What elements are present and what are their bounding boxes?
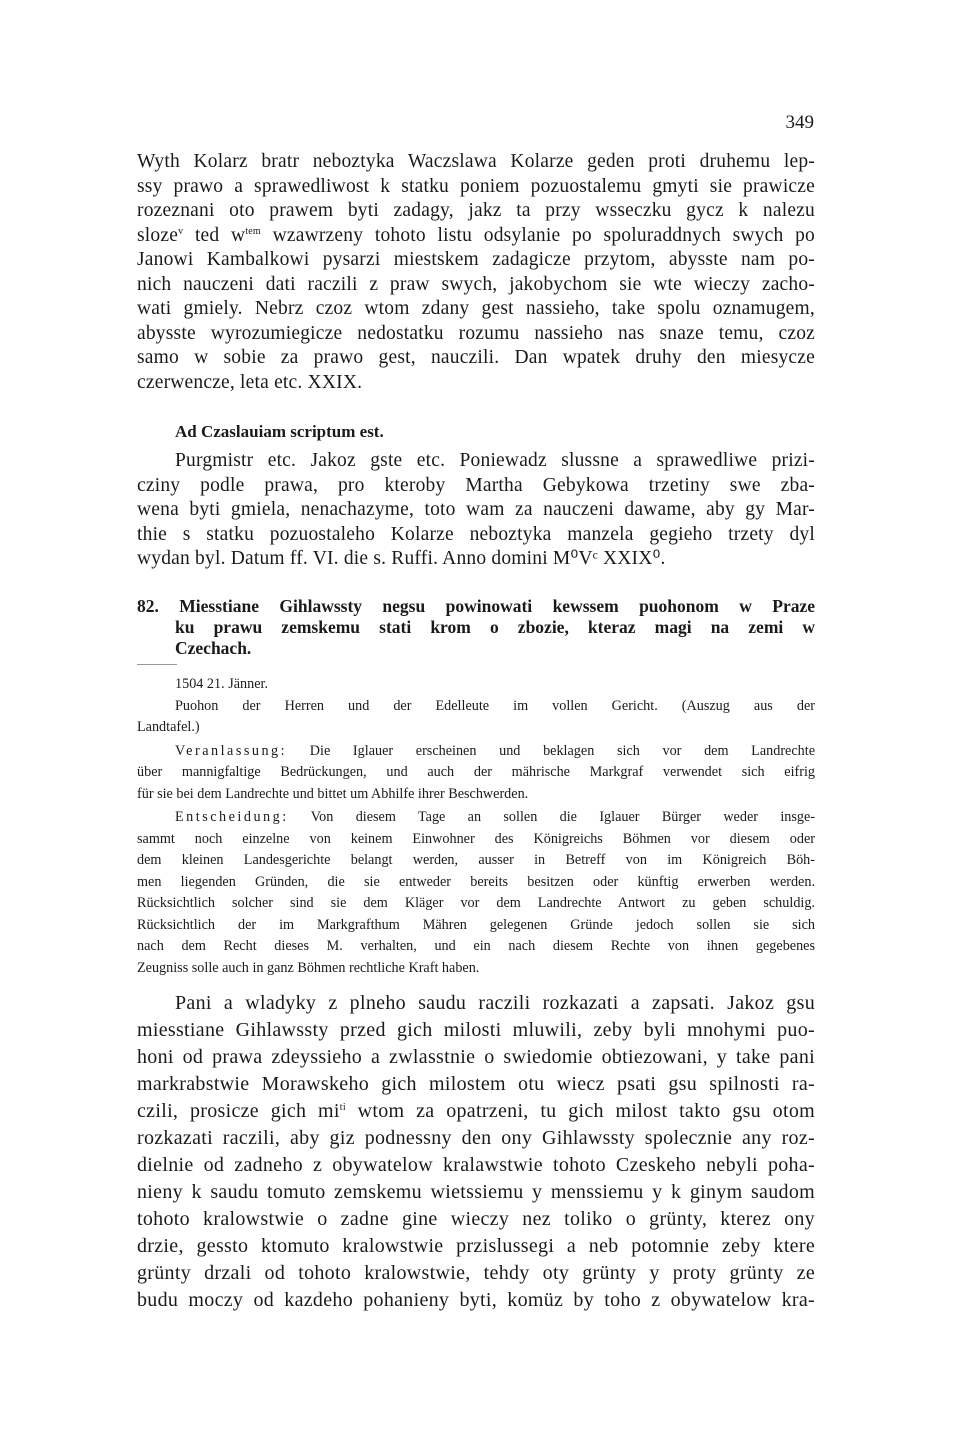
entry-82-title bbox=[137, 596, 815, 659]
text-line: wena byti gmiela, nenachazyme, toto wam za nauczeni dawame, aby gy Mar- bbox=[137, 499, 815, 520]
superscript: v bbox=[178, 225, 184, 237]
paragraph-1 bbox=[137, 150, 815, 395]
text-line: dielnie od zadneho z obywatelow kralawstwie tohoto Czeskeho nebyli poha- bbox=[137, 1154, 815, 1176]
heading-ad-block bbox=[137, 420, 815, 444]
text-line: cziny podle prawa, pro kteroby Martha Gebykowa trzetiny swe zba- bbox=[137, 474, 815, 496]
veranlassung-line: Veranlassung: Die Iglauer erscheinen und beklagen sich vor dem Landrechte bbox=[175, 742, 815, 759]
text-line: Janowi Kambalkowi pysarzi miestskem zadagicze przytom, abysste nam po- bbox=[137, 249, 815, 270]
text-line: abysste wyrozumiegicze nedostatku rozumu nassieho nas snaze temu, czoz bbox=[137, 322, 815, 344]
text-line: wydan byl. Datum ff. VI. die s. Ruffi. Anno domini M⁰Vᶜ XXIX⁰. bbox=[137, 548, 666, 569]
text-line: nich nauczeni dati raczili z praw swych, jakobychom sie wte wieczy zacho- bbox=[137, 273, 815, 295]
text-line: rozkazati raczili, aby giz podnessny den ony Gihlawssty spolecznie any roz- bbox=[137, 1127, 815, 1149]
title-line: 82. Miesstiane Gihlawssty negsu powinowati kewssem puohonom w Praze bbox=[137, 596, 815, 616]
superscript: tem bbox=[245, 225, 261, 237]
page-number: 349 bbox=[785, 112, 814, 133]
entry-number: 82. bbox=[137, 596, 159, 616]
entscheidung-line: nach dem Recht dieses M. verhalten, und ein nach diesem Rechte von ihnen gegebenes bbox=[137, 938, 815, 954]
veranlassung-line: für sie bei dem Landrechte und bittet um Abhilfe ihrer Beschwerden. bbox=[137, 785, 529, 802]
entscheidung-line: Rücksichtlich der im Markgrafthum Mähren gelegenen Gründe jedoch sollen sie sich bbox=[137, 916, 815, 933]
text-line: miesstiane Gihlawssty przed gich milosti mluwili, zeby byli mnohymi puo- bbox=[137, 1019, 815, 1041]
text-line: czerwencze, leta etc. XXIX. bbox=[137, 371, 363, 393]
text-line: budu moczy od kazdeho pohanieny byti, komüz by toho z obywatelow kra- bbox=[137, 1289, 815, 1311]
text-line: wati gmiely. Nebrz czoz wtom zdany gest nassieho, take spolu oznamugem, bbox=[137, 298, 815, 319]
text-line: ssy prawo a sprawedliwost k statku poniem pozuostalemu gmyti sie prawicze bbox=[137, 175, 815, 197]
text-line: grünty drzali od tohoto kralowstwie, tehdy oty grünty y proty grünty ze bbox=[137, 1262, 815, 1284]
text-line: Purgmistr etc. Jakoz gste etc. Poniewadz slussne a sprawedliwe prizi- bbox=[175, 450, 815, 471]
title-line: ku prawu zemskemu stati krom o zbozie, kteraz magi na zemi w bbox=[175, 617, 815, 637]
text-line: honi od prawa zdeyssieho a zwlasstnie o swiedomie obtiezowani, y take pani bbox=[137, 1046, 815, 1068]
text-line: Pani a wladyky z plneho saudu raczili rozkazati a zapsati. Jakoz gsu bbox=[175, 992, 815, 1014]
veranlassung-label: Veranlassung: bbox=[175, 742, 288, 759]
source-line: Puohon der Herren und der Edelleute im vollen Gericht. (Auszug aus der bbox=[175, 697, 815, 714]
entscheidung-label: Entscheidung: bbox=[175, 809, 289, 825]
entscheidung-line: Rücksichtlich solcher sind sie dem Kläger vor dem Landrechte Antwort zu geben schuldig. bbox=[137, 895, 815, 911]
paragraph-2 bbox=[137, 449, 815, 572]
paragraph-3 bbox=[137, 990, 815, 1314]
veranlassung-line: über mannigfaltige Bedrückungen, und auch der mährische Markgraf verwendet sich eifrig bbox=[137, 764, 815, 780]
text-line: Wyth Kolarz bratr neboztyka Waczslawa Kolarze geden proti druhemu lep- bbox=[137, 151, 815, 172]
section-heading: Ad Czaslauiam scriptum est. bbox=[175, 422, 384, 441]
entscheidung-line: Entscheidung: Von diesem Tage an sollen die Iglauer Bürger weder insge- bbox=[175, 809, 815, 825]
entscheidung-line: dem kleinen Landesgerichte belangt werden, ausser in Betreff von im Königreich Böh- bbox=[137, 852, 815, 868]
text-line: nieny k saudu tomuto zemskemu wietssiemu y menssiemu y k ginym saudom bbox=[137, 1181, 815, 1203]
entscheidung-line: sammt noch einzelne von keinem Einwohner des Königreichs Böhmen vor diesem oder bbox=[137, 830, 815, 847]
date-line: 1504 21. Jänner. bbox=[175, 676, 268, 692]
text-line: sloze$^v$ ted $w^{tem}$ wzawrzeny tohoto listu odsylanie po spoluraddnych swych po bbox=[137, 224, 815, 246]
text-line: thie s statku pozuostaleho Kolarze neboztyka manzela gegieho trzety dyl bbox=[137, 523, 815, 545]
source-line: Landtafel.) bbox=[137, 719, 200, 735]
text-line: rozeznani oto prawem byti zadagy, jakz ta przy wsseczku gycz k nalezu bbox=[137, 200, 815, 221]
superscript: ti bbox=[339, 1102, 346, 1113]
divider-rule bbox=[137, 664, 177, 665]
entscheidung-line: Zeugniss solle auch in ganz Böhmen rechtliche Kraft haben. bbox=[137, 959, 480, 976]
text-line: czili, prosicze gich $mi^{ti}$ wtom za opatrzeni, tu gich milost takto gsu otom bbox=[137, 1100, 815, 1122]
text-line: samo w sobie za prawo gest, nauczili. Dan wpatek druhy den miesycze bbox=[137, 347, 815, 368]
text-line: markrabstwie Morawskeho gich milostem otu wiecz psati gsu spilnosti ra- bbox=[137, 1073, 815, 1095]
text-line: drzie, gessto ktomuto kralowstwie przislussegi a neb potomnie zeby ktere bbox=[137, 1235, 815, 1257]
text-line: tohoto kralowstwie o zadne gine wieczy nez toliko o grünty, kterez ony bbox=[137, 1208, 815, 1230]
entscheidung-line: men liegenden Gründen, die sie entweder bereits besitzen oder künftig erwerben werden. bbox=[137, 873, 815, 890]
regest-block bbox=[137, 674, 815, 979]
title-line: Czechach. bbox=[175, 638, 252, 658]
